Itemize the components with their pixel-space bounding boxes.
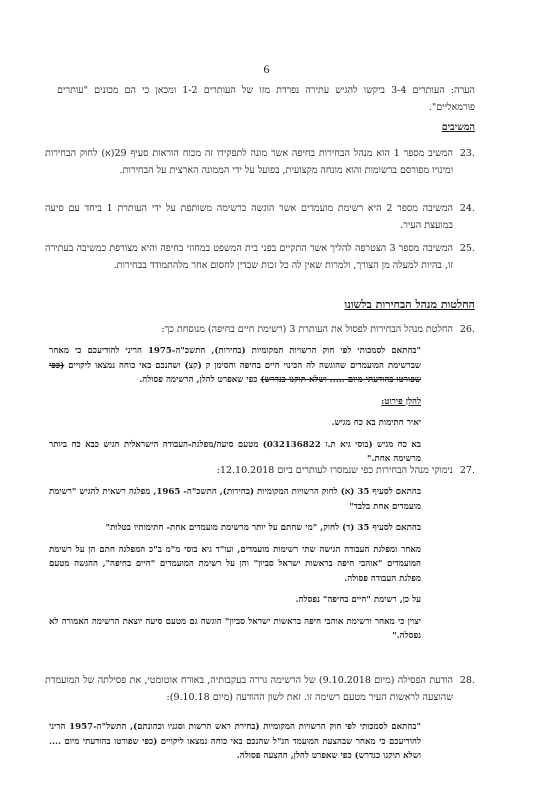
quote-line: בא כח מגיש (בוסי גיא ת.ז 032136822) מטעם סיעה/מפלגת-העבודה הישראלית הגיש כבא כח ביותר מרשימה אחת."	[49, 439, 422, 464]
paragraph-number: 23.	[459, 148, 475, 159]
page-number: 6	[263, 62, 270, 76]
quote-line: יאיר חתימות בא כח מגיש.	[331, 418, 421, 428]
paragraph-24	[45, 200, 475, 234]
reasons-quote	[49, 485, 421, 651]
paragraph-26	[45, 321, 475, 338]
paragraph-text: נימוקי מנהל הבחירות כפי שנמסרו לעותרים ביום 12.10.2018:	[216, 465, 453, 476]
decision-quote	[49, 344, 421, 474]
quote-line: בהתאם לסעיף 35 (א) לחוק הרשויות המקומיות (בחירות), התשכ"ה- 1965, מפלגה רשאית להגיש "רשימת מועמדים אחת בלבד"	[49, 487, 422, 512]
paragraph-25	[45, 240, 475, 274]
quote-main: "בהתאם לסמכותי לפי חוק הרשויות המקומיות (בחירות), התשכ"ה-1975 הריני להודיעכם כי מאחר שברשימת המועמדים שהוגשה לה הכינוי חיים בחיפה והסימן ק (קצ) ושהנכם באי כוחה נמצאו ליקויים (כפי שפורטו בהודעתי מיום ..... ושלא תוקנו כנדרש) כפי שאפרט להלן, הרשימה פסולה.	[49, 346, 422, 385]
quote-line: יצוין כי מאחר ורשימת אוהבי חיפה בראשות ישראל סביון" הוגשה גם מטעם סיעה יוצאת הרשימה האמורה לא נפסלה."	[49, 616, 421, 641]
note-text: הערה: העותרים 3-4 ביקשו להגיש עתירה נפרדת מזו של העותרים 1-2 ומכאן כי הם מכונים "עותרים פורמאליים".	[57, 85, 475, 113]
decisions-heading: החלטות מנהל הבחירות בלשונו	[344, 298, 475, 311]
paragraph-text: המשיב מספר 1 הוא מנהל הבחירות בחיפה אשר מונה לתפקידו זה מכוח הוראות סעיף 29(א) לחוק הבחירות ומינויו מפורסם ברשומות והוא מונחה מקצועית, בפועל על ידי הממונה הארצית על הבחירות.	[45, 148, 453, 176]
paragraph-27	[45, 462, 475, 479]
quote-line: "בהתאם לסמכותי לפי חוק הרשויות המקומיות (בחירת ראש הרשות וסגניו וכהונתם), התשל"ה-1957 הריני להודיעכם כי מאחר שבהצעת המועמד הנ"ל שהנכם באי כוחה נמצאו ליקויים (כפי שפורטו בהודעתי מיום .... ושלא תוקנו כנדרש) כפי שאפרט להלן, ההצעה פסולה.	[49, 722, 421, 761]
paragraph-number: 25.	[459, 243, 475, 254]
paragraph-23	[45, 145, 475, 179]
paragraph-28	[45, 672, 475, 706]
paragraph-number: 27.	[459, 465, 475, 476]
paragraph-number: 28.	[459, 675, 475, 686]
paragraph-number: 26.	[459, 324, 475, 335]
paragraph-number: 24.	[459, 203, 475, 214]
struck-text: (כפי שפורטו בהודעתי מיום ..... ושלא תוקנו כנדרש)	[49, 360, 421, 385]
quote-detail-label: להלן פירוט:	[381, 396, 421, 407]
paragraph-text: החלטת מנהל הבחירות לפסול את העותרת 3 (רשימת חיים בחיפה) מנוסחת כך:	[161, 324, 453, 335]
quote-line: על כן, רשימת "חיים בחיפה" נפסלה.	[295, 595, 421, 605]
quote-line: מאחר ומפלגת העבודה הגישה שתי רשימות מועמדים, ועו"ד גיא בוסי מ"מ ב"כ המפלגה חתם הן על רשימת המועמדים "אוהבי חיפה בראשות ישראל סביון" והן על רשימת המועמדים "חיים בחיפה", ההגשה מטעם מפלגת העבודה פסולה.	[49, 544, 421, 584]
paragraph-text: המשיבה מספר 2 היא רשימת מועמדים אשר הוגשה כרשימה משותפת על ידי העותרת 1 ביחד עם סיעה במועצת העיר.	[45, 203, 453, 231]
paragraph-text: המשיבה מספר 3 הצטרפה להליך אשר התקיים בפני בית המשפט במחוזי בחיפה והיא מצורפת כמשיבה בעתירה זו, בהיות למעלה מן הצורך, ולמרות שאין לה כל זכות שבדין לחסום אחר מלהתמודד בבחירות.	[45, 243, 453, 271]
quote-line: בהתאם לסעיף 35 (ד) לחוק, "מי שחתם על יותר מרשימת מועמדים אחת- חתימותיו בטלות"	[105, 523, 421, 533]
paragraph-text: הודעת הפסילה (מיום 9.10.2018) של הרשימה גררה בעקבותיה, באורח אוטומטי, את פסילתה של המועמדת שהוצעה לראשות העיר מטעם רשימה זו. זאת לשון ההודעה (מיום 9.10.18):	[45, 675, 453, 703]
disqualification-quote	[49, 720, 421, 771]
respondents-heading: המשיבים	[441, 122, 475, 133]
